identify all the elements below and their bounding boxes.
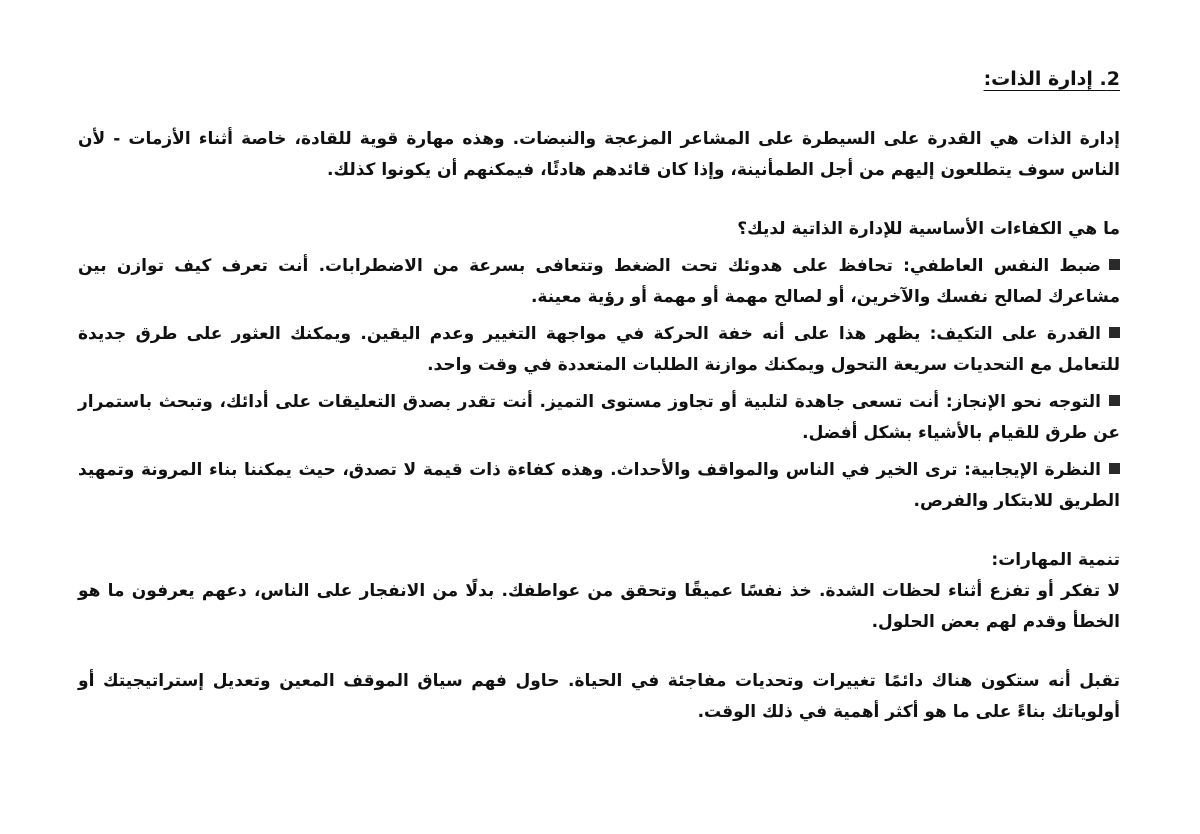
skills-heading: تنمية المهارات: (991, 550, 1120, 570)
spacer (78, 638, 1120, 666)
document-page (78, 62, 1120, 728)
bullet-text: ضبط النفس العاطفي: تحافظ على هدوئك تحت الضغط وتتعافى بسرعة من الاضطرابات. أنت تعرف كيف توازن بين مشاعرك لصالح نفسك والآخرين، أو لصالح مهمة أو مهمة أو رؤية معينة. (78, 256, 1120, 307)
square-bullet-icon (1109, 395, 1120, 406)
spacer (78, 96, 1120, 124)
bullet-text: النظرة الإيجابية: ترى الخير في الناس والمواقف والأحداث. وهذه كفاءة ذات قيمة لا تصدق، حيث يمكننا بناء المرونة وتمهيد الطريق للابتكار والفرص. (78, 460, 1120, 511)
square-bullet-icon (1109, 463, 1120, 474)
spacer (78, 517, 1120, 545)
bullet-text: التوجه نحو الإنجاز: أنت تسعى جاهدة لتلبية أو تجاوز مستوى التميز. أنت تقدر بصدق التعليقات على أدائك، وتبحث باستمرار عن طرق للقيام بالأشياء بشكل أفضل. (78, 392, 1120, 443)
square-bullet-icon (1109, 327, 1120, 338)
spacer (78, 186, 1120, 214)
bullet-item-positive-outlook (78, 455, 1120, 517)
bullet-item-achievement-orientation (78, 387, 1120, 449)
closing-paragraph: تقبل أنه ستكون هناك دائمًا تغييرات وتحديات مفاجئة في الحياة. حاول فهم سياق الموقف المعين وتعديل إستراتيجيتك أو أولوياتك بناءً على ما هو أكثر أهمية في ذلك الوقت. (78, 671, 1120, 722)
section-heading (78, 62, 1120, 96)
bullet-text: القدرة على التكيف: يظهر هذا على أنه خفة الحركة في مواجهة التغيير وعدم اليقين. ويمكنك العثور على طرق جديدة للتعامل مع التحديات سريعة التحول ويمكنك موازنة الطلبات المتعددة في وقت واحد. (78, 324, 1120, 375)
square-bullet-icon (1109, 259, 1120, 270)
bullet-item-emotional-self-control (78, 251, 1120, 313)
intro-paragraph: إدارة الذات هي القدرة على السيطرة على المشاعر المزعجة والنبضات. وهذه مهارة قوية للقادة، خاصة أثناء الأزمات - لأن الناس سوف يتطلعون إليهم من أجل الطمأنينة، وإذا كان قائدهم هادئًا، فيمكنهم أن يكونوا كذلك. (78, 129, 1120, 180)
competencies-question: ما هي الكفاءات الأساسية للإدارة الذاتية لديك؟ (737, 219, 1120, 239)
skills-paragraph: لا تفكر أو تفزع أثناء لحظات الشدة. خذ نفسًا عميقًا وتحقق من عواطفك. بدلًا من الانفجار على الناس، دعهم يعرفون ما هو الخطأ وقدم لهم بعض الحلول. (78, 581, 1120, 632)
bullet-item-adaptability (78, 319, 1120, 381)
section-heading-text: 2. إدارة الذات: (983, 68, 1120, 90)
